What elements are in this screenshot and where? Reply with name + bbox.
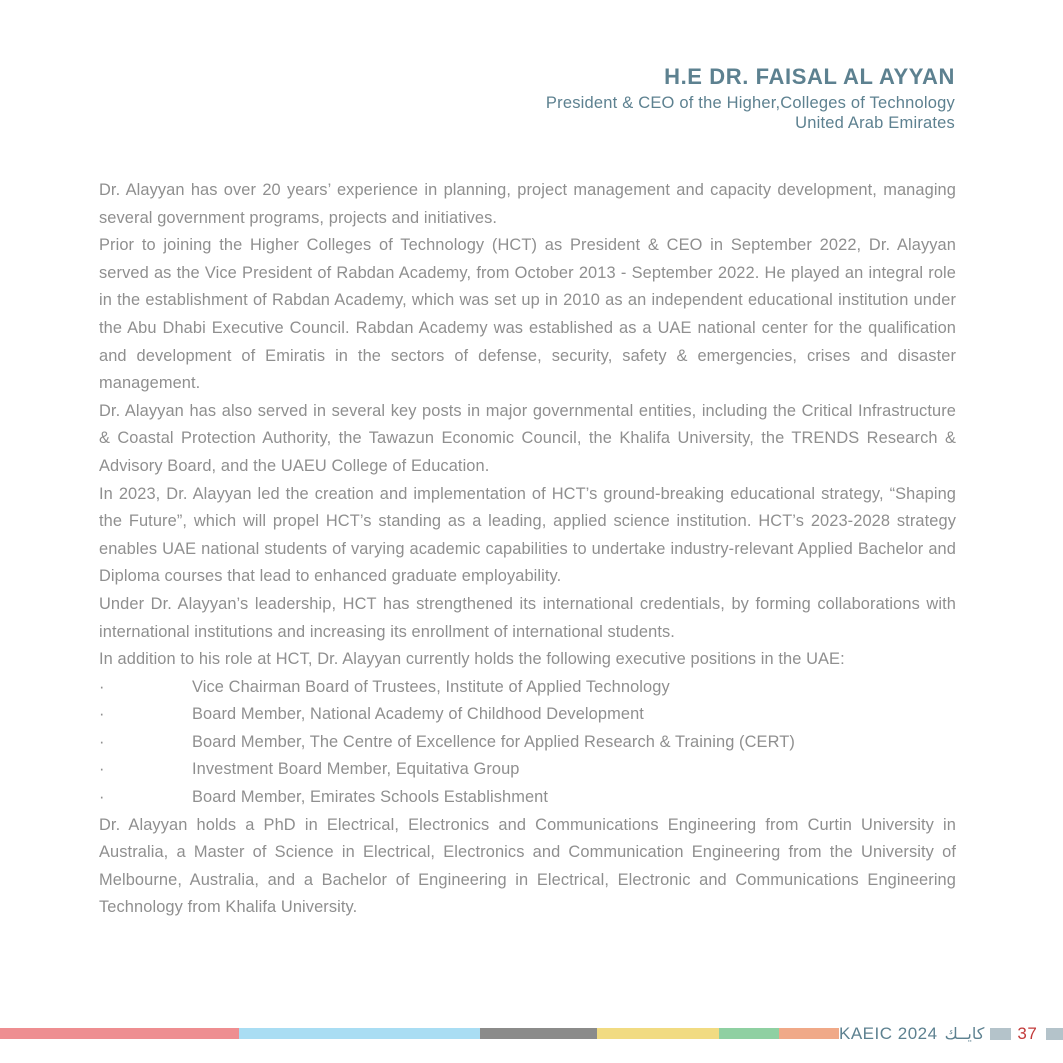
bullet-text: Investment Board Member, Equitativa Group xyxy=(192,760,520,779)
stripe-segment xyxy=(239,1028,480,1039)
bio-paragraph: Prior to joining the Higher Colleges of Technology (HCT) as President & CEO in September 2022, Dr. Alayyan served as the Vice President of Rabdan Academy, from October 2013 - September 2022. He played an integral role in the establishment of Rabdan Academy, which was set up in 2010 as an independent educational institution under the Abu Dhabi Executive Council. Rabdan Academy was established as a UAE national center for the qualification and development of Emiratis in the sectors of defense, security, safety & emergencies, crises and disaster management. xyxy=(99,236,956,393)
bullet-text: Vice Chairman Board of Trustees, Institute of Applied Technology xyxy=(192,677,670,696)
profile-country: United Arab Emirates xyxy=(795,114,955,132)
bullet-item xyxy=(99,701,956,729)
stripe-segment xyxy=(779,1028,839,1039)
bullet-item xyxy=(99,729,956,757)
bullet-marker: · xyxy=(99,788,105,807)
biography-text xyxy=(99,177,956,922)
footer-conference-label-arabic: كايــك xyxy=(944,1025,985,1043)
bullet-item xyxy=(99,784,956,812)
bio-paragraph: Dr. Alayyan has also served in several key posts in major governmental entities, including the Critical Infrastructure & Coastal Protection Authority, the Tawazun Economic Council, the Khalifa University, the TRENDS Research & Advisory Board, and the UAEU College of Education. xyxy=(99,401,956,475)
bullet-item xyxy=(99,674,956,702)
bio-paragraph: In 2023, Dr. Alayyan led the creation and implementation of HCT’s ground-breaking educational strategy, “Shaping the Future”, which will propel HCT’s standing as a leading, applied science institution. HCT’s 2023-2028 strategy enables UAE national students of varying academic capabilities to undertake industry-relevant Applied Bachelor and Diploma courses that lead to enhanced graduate employability. xyxy=(99,484,956,586)
bio-paragraph: Under Dr. Alayyan’s leadership, HCT has strengthened its international credentials, by forming collaborations with international institutions and increasing its enrollment of international students. xyxy=(99,594,956,641)
bio-paragraph: In addition to his role at HCT, Dr. Alayyan currently holds the following executive positions in the UAE: xyxy=(99,650,845,669)
page-number: 37 xyxy=(1017,1023,1038,1043)
bullet-marker: · xyxy=(99,732,105,751)
bullet-text: Board Member, The Centre of Excellence for Applied Research & Training (CERT) xyxy=(192,732,795,751)
stripe-segment xyxy=(597,1028,719,1039)
stripe-segment xyxy=(719,1028,779,1039)
bullet-marker: · xyxy=(99,677,105,696)
footer-conference-label: KAEIC 2024 xyxy=(839,1023,938,1043)
footer-stripe-bar xyxy=(0,1028,839,1039)
bullet-text: Board Member, National Academy of Childhood Development xyxy=(192,705,644,724)
bullet-marker: · xyxy=(99,760,105,779)
bio-paragraph: Dr. Alayyan has over 20 years’ experience in planning, project management and capacity development, managing several government programs, projects and initiatives. xyxy=(99,181,956,227)
footer-decorative-square xyxy=(990,1028,1011,1040)
profile-header xyxy=(99,64,955,133)
bullet-marker: · xyxy=(99,705,105,724)
profile-title: President & CEO of the Higher,Colleges of Technology xyxy=(545,94,955,112)
page-footer xyxy=(0,1021,1063,1046)
stripe-segment xyxy=(0,1028,239,1039)
bio-paragraph: Dr. Alayyan holds a PhD in Electrical, Electronics and Communications Engineering from Curtin University in Australia, a Master of Science in Electrical, Electronics and Communication Engineering from the University of Melbourne, Australia, and a Bachelor of Engineering in Electrical, Electronic and Communications Engineering Technology from Khalifa University. xyxy=(99,815,956,917)
footer-decorative-square xyxy=(1046,1028,1063,1040)
profile-name: H.E DR. FAISAL AL AYYAN xyxy=(664,64,955,89)
bullet-text: Board Member, Emirates Schools Establishment xyxy=(192,788,549,807)
stripe-segment xyxy=(480,1028,597,1039)
bullet-item xyxy=(99,756,956,784)
